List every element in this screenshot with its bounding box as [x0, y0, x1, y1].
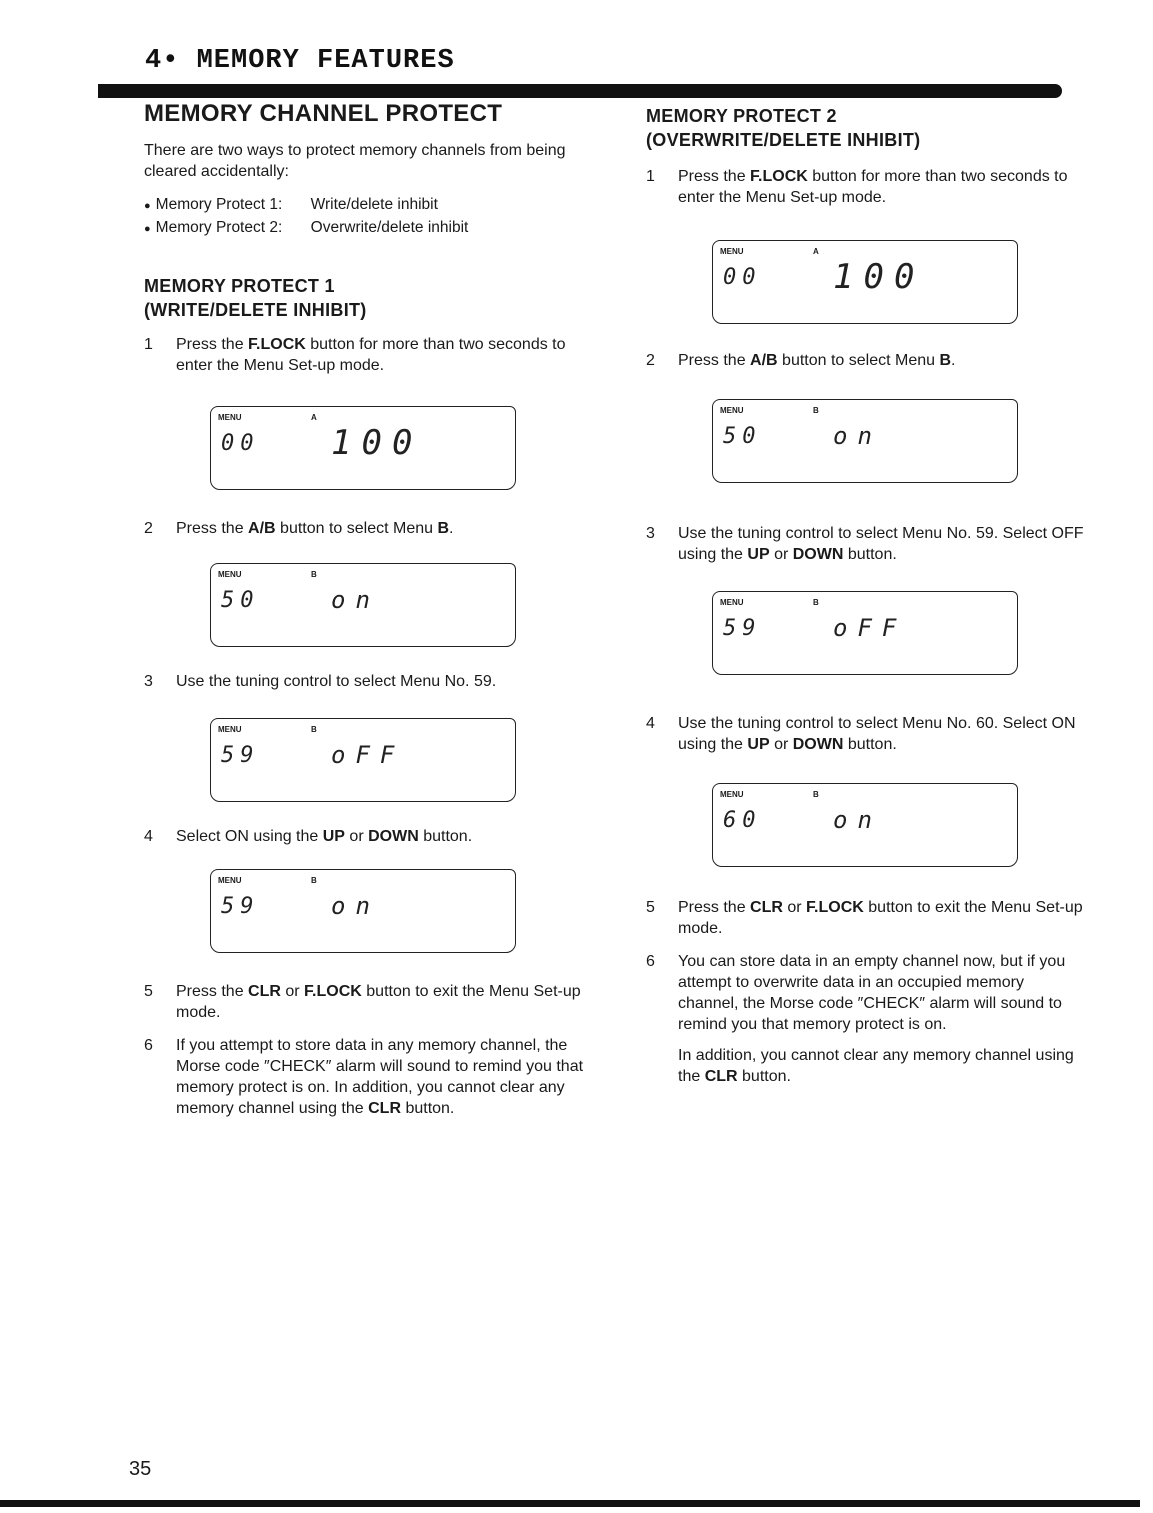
- lcd-display: MENU B 50 on: [210, 563, 516, 647]
- bottom-rule: [0, 1500, 1140, 1507]
- lcd-display: MENU B 59 oFF: [712, 591, 1018, 675]
- lcd-display: MENU A 00 100: [712, 240, 1018, 324]
- lcd-display: MENU A 00 100: [210, 406, 516, 490]
- sub-heading-2: (WRITE/DELETE INHIBIT): [144, 300, 367, 320]
- bullet-icon: ●: [144, 200, 151, 212]
- lcd-display: MENU B 60 on: [712, 783, 1018, 867]
- page-number: 35: [129, 1458, 152, 1480]
- section-heading-right: MEMORY PROTECT 2: [646, 106, 837, 126]
- bullet-item: [144, 194, 584, 217]
- section-heading-right-2: (OVERWRITE/DELETE INHIBIT): [646, 130, 921, 150]
- lcd-display: MENU B 59 on: [210, 869, 516, 953]
- step-5: 5 Press the CLR or F.LOCK button to exit the Menu Set-up mode.: [646, 899, 1083, 937]
- step-4: 4 Select ON using the UP or DOWN button.: [144, 828, 473, 845]
- step-1: 1 Press the F.LOCK button for more than two seconds to enter the Menu Set-up mode.: [646, 168, 1068, 206]
- lcd-display: MENU B 59 oFF: [210, 718, 516, 802]
- chapter-title: 4• MEMORY FEATURES: [145, 46, 455, 76]
- right-column: [646, 100, 1086, 1087]
- step-6: 6 If you attempt to store data in any memory channel, the Morse code ″CHECK″ alarm will sound to remind you that memory protect is on. In addition, you cannot clear any memory channel using the CLR button.: [144, 1037, 584, 1117]
- bullet-label: Memory Protect 1:: [155, 196, 283, 213]
- step-3: 3 Use the tuning control to select Menu No. 59. Select OFF using the UP or DOWN button.: [646, 525, 1084, 563]
- step-1: 1 Press the F.LOCK button for more than two seconds to enter the Menu Set-up mode.: [144, 336, 566, 374]
- step-6: 6 You can store data in an empty channel now, but if you attempt to overwrite data in an occupied memory channel, the Morse code ″CHECK″ alarm will sound to remind you that memory protect is on. In addition, you cannot clear any memory channel using the CLR button.: [646, 953, 1074, 1085]
- bullet-value: Write/delete inhibit: [310, 196, 438, 213]
- intro-text: There are two ways to protect memory channels from being cleared accidentally:: [144, 142, 566, 180]
- bullet-item: [144, 217, 584, 240]
- section-heading: MEMORY CHANNEL PROTECT: [144, 100, 503, 127]
- bullet-label: Memory Protect 2:: [155, 219, 283, 236]
- step-2: 2 Press the A/B button to select Menu B.: [646, 352, 956, 369]
- step-5: 5 Press the CLR or F.LOCK button to exit the Menu Set-up mode.: [144, 983, 581, 1021]
- sub-heading: MEMORY PROTECT 1: [144, 276, 335, 296]
- step-4: 4 Use the tuning control to select Menu No. 60. Select ON using the UP or DOWN button.: [646, 715, 1076, 753]
- step-3: 3 Use the tuning control to select Menu No. 59.: [144, 673, 497, 690]
- lcd-display: MENU B 50 on: [712, 399, 1018, 483]
- step-2: 2 Press the A/B button to select Menu B.: [144, 520, 454, 537]
- bullet-list: [144, 194, 584, 240]
- left-column: [144, 100, 584, 1119]
- bullet-value: Overwrite/delete inhibit: [310, 219, 469, 236]
- chapter-rule: [98, 84, 1062, 98]
- bullet-icon: ●: [144, 223, 151, 235]
